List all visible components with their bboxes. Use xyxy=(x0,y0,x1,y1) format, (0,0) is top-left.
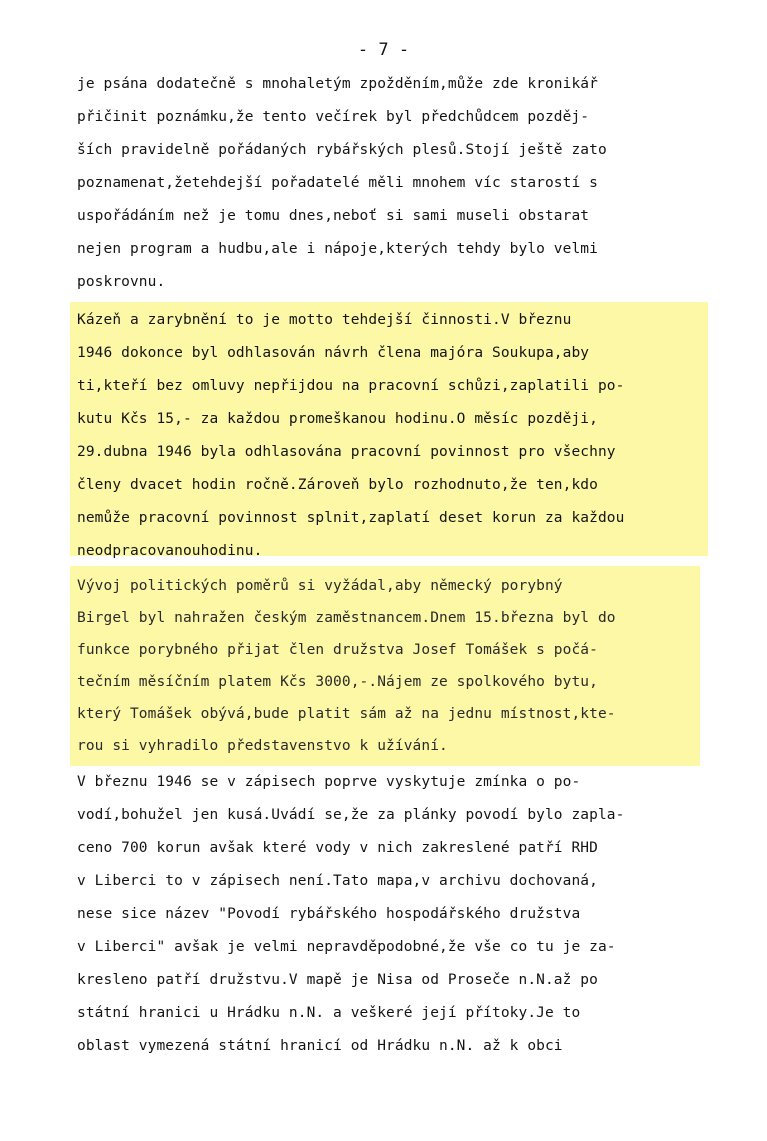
text-line: nese sice název "Povodí rybářského hospodářského družstva xyxy=(77,906,581,922)
text-line: který Tomášek obývá,bude platit sám až na jednu místnost,kte- xyxy=(77,706,616,722)
text-line: v Liberci to v zápisech není.Tato mapa,v archivu dochovaná, xyxy=(77,873,598,889)
text-line: ších pravidelně pořádaných rybářských plesů.Stojí ještě zato xyxy=(77,142,607,158)
text-line: nejen program a hudbu,ale i nápoje,kterých tehdy bylo velmi xyxy=(77,241,598,257)
page-number: - 7 - xyxy=(357,40,410,60)
text-line: v Liberci" avšak je velmi nepravděpodobné,že vše co tu je za- xyxy=(77,939,616,955)
paragraph-river-basin xyxy=(77,766,624,1063)
text-line: ceno 700 korun avšak které vody v nich zakreslené patří RHD xyxy=(77,840,598,856)
text-line: je psána dodatečně s mnohaletým zpožděním,může zde kronikář xyxy=(77,76,598,92)
paragraph-discipline xyxy=(77,304,624,568)
paragraph-water-bailiff xyxy=(77,570,616,762)
paragraph-carnival-history xyxy=(77,68,607,299)
text-line: funkce porybného přijat člen družstva Josef Tomášek s počá- xyxy=(77,642,598,658)
text-line: rou si vyhradilo představenstvo k užívání. xyxy=(77,738,448,754)
text-line: ti,kteří bez omluvy nepřijdou na pracovní schůzi,zaplatili po- xyxy=(77,378,625,394)
text-line: Vývoj politických poměrů si vyžádal,aby německý porybný xyxy=(77,578,563,594)
text-line: poskrovnu. xyxy=(77,274,166,290)
text-line: V březnu 1946 se v zápisech poprve vyskytuje zmínka o po- xyxy=(77,774,581,790)
text-line: 1946 dokonce byl odhlasován návrh člena majóra Soukupa,aby xyxy=(77,345,590,361)
text-line: kresleno patří družstvu.V mapě je Nisa od Proseče n.N.až po xyxy=(77,972,598,988)
text-line: neodpracovanouhodinu. xyxy=(77,543,263,559)
text-line: oblast vymezená státní hranicí od Hrádku n.N. až k obci xyxy=(77,1038,563,1054)
text-line: poznamenat,žetehdejší pořadatelé měli mnohem víc starostí s xyxy=(77,175,598,191)
text-line: Kázeň a zarybnění to je motto tehdejší činnosti.V březnu xyxy=(77,312,572,328)
text-line: tečním měsíčním platem Kčs 3000,-.Nájem ze spolkového bytu, xyxy=(77,674,598,690)
text-line: členy dvacet hodin ročně.Zároveň bylo rozhodnuto,že ten,kdo xyxy=(77,477,598,493)
text-line: uspořádáním než je tomu dnes,neboť si sami museli obstarat xyxy=(77,208,590,224)
text-line: státní hranici u Hrádku n.N. a veškeré její přítoky.Je to xyxy=(77,1005,581,1021)
text-line: Birgel byl nahražen českým zaměstnancem.Dnem 15.března byl do xyxy=(77,610,616,626)
text-line: vodí,bohužel jen kusá.Uvádí se,že za plánky povodí bylo zapla- xyxy=(77,807,625,823)
text-line: nemůže pracovní povinnost splnit,zaplatí deset korun za každou xyxy=(77,510,625,526)
text-line: kutu Kčs 15,- za každou promeškanou hodinu.O měsíc později, xyxy=(77,411,598,427)
text-line: přičinit poznámku,že tento večírek byl předchůdcem pozděj- xyxy=(77,109,590,125)
text-line: 29.dubna 1946 byla odhlasována pracovní povinnost pro všechny xyxy=(77,444,616,460)
